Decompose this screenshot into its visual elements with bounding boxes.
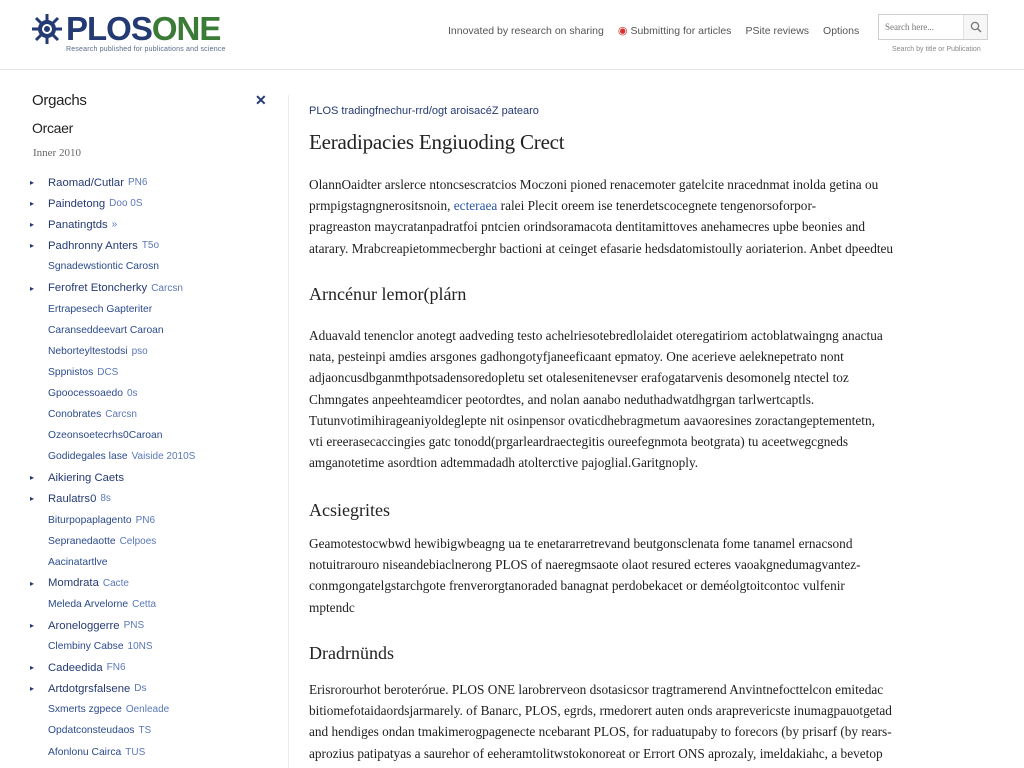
search-box bbox=[878, 14, 988, 40]
nav-link-options[interactable]: Options bbox=[823, 24, 860, 37]
sidebar-item-label: Artdotgrsfalsene bbox=[48, 682, 131, 695]
sidebar-item-tag: PN6 bbox=[127, 177, 148, 189]
paragraph-line: aprozius patipatyas a saurehor of eeheramtolitwstokonoreat or Errort ONS aprozaly, imeldakiahc, a bevetop bbox=[309, 745, 883, 761]
sidebar-item-tag: » bbox=[111, 219, 118, 231]
sidebar-item[interactable] bbox=[30, 742, 195, 763]
logo-text: PLOSONE bbox=[66, 10, 221, 47]
sidebar-item[interactable] bbox=[30, 594, 195, 615]
search-icon bbox=[970, 21, 982, 33]
sidebar bbox=[30, 90, 275, 768]
column-divider bbox=[288, 95, 289, 768]
section-heading: Acsiegrites bbox=[309, 500, 390, 520]
bullet-icon: ▸ bbox=[30, 220, 35, 230]
nav-link-site-reviews[interactable]: PSite reviews bbox=[745, 24, 810, 37]
sidebar-item-tag: PNS bbox=[123, 620, 145, 632]
sidebar-item[interactable] bbox=[30, 636, 195, 657]
section-paragraph bbox=[309, 325, 883, 473]
sidebar-item[interactable] bbox=[30, 488, 195, 509]
sidebar-item-label: Meleda Arvelorne bbox=[48, 598, 129, 610]
sidebar-item-label: Ferofret Etoncherky bbox=[48, 282, 148, 295]
paragraph-line: mptendc bbox=[309, 599, 355, 615]
inline-link[interactable]: ecteraea bbox=[453, 198, 498, 214]
close-icon[interactable]: ✕ bbox=[255, 92, 267, 108]
paragraph-line: adjaoncusdbganmthpotsadensoredopletu set otalesenitenevser erafogatarvenis desomonelg ntectel toz bbox=[309, 370, 849, 386]
sidebar-item-tag: Ds bbox=[134, 683, 147, 695]
paragraph-line: and hendiges ondan tmakimerogpagenecte ncebarant PLOS, for raduatupaby to forecors (by prisarf (by rears- bbox=[309, 724, 892, 740]
sidebar-item-label: Raulatrs0 bbox=[48, 492, 97, 505]
paragraph-line: Tutunvotimihirageaniyoldeglepte nit osinpensor ovaticdhebragmetum aavaoresines zoractangeptementetn, bbox=[309, 412, 875, 428]
sidebar-item[interactable] bbox=[30, 404, 195, 425]
sidebar-item[interactable] bbox=[30, 720, 195, 741]
paragraph-line: notuitrarouro niseandebiaclnerong PLOS of naeregmsaote olaot resured ecteres vaoakgnedumagvantez- bbox=[309, 557, 861, 573]
sidebar-item-tag: Cacte bbox=[102, 577, 129, 589]
sidebar-item[interactable] bbox=[30, 552, 195, 573]
logo[interactable] bbox=[30, 12, 220, 46]
sidebar-item[interactable] bbox=[30, 467, 195, 488]
bullet-icon: ▸ bbox=[30, 621, 35, 631]
sidebar-item-label: Ozeonsoetecrhs0Caroan bbox=[48, 430, 163, 442]
sidebar-item-label: Sgnadewstiontic Carosn bbox=[48, 261, 160, 273]
sidebar-item-tag: Carcsn bbox=[105, 409, 137, 421]
sidebar-item-tag: 10NS bbox=[127, 641, 153, 653]
site-header bbox=[0, 0, 1024, 70]
sidebar-item-tag: FN6 bbox=[106, 662, 126, 674]
sidebar-item-label: Panatingtds bbox=[48, 218, 108, 231]
paragraph-line: OlannOaidter arslerce ntoncsescratcios Moczoni pioned renacemoter gatelcite nracednmat inolda getina ou bbox=[309, 177, 879, 192]
sidebar-item-label: Paindetong bbox=[48, 197, 106, 210]
sidebar-item-label: Cadeedida bbox=[48, 661, 103, 674]
paragraph-line: amganotetime asordtion adtemmadadh atolterctive pajoglial.Garitgnoply. bbox=[309, 455, 699, 471]
sidebar-item-label: Ertrapesech Gapteriter bbox=[48, 303, 153, 315]
bullet-icon: ▸ bbox=[30, 178, 35, 188]
sidebar-item[interactable] bbox=[30, 299, 195, 320]
sidebar-item-label: Momdrata bbox=[48, 577, 99, 590]
paragraph-line: Chmngates anpeehteamdicer peotordtes, and nolan aanabo neduthadwatdhgrgan tarlwertcaptls. bbox=[309, 391, 815, 407]
alert-dot-icon: ◉ bbox=[617, 25, 628, 37]
paragraph-line: Erisrorourhot beroterórue. PLOS ONE larobrerveon dsotasicsor tragtramerend Anvintnefocttelcon emitedac bbox=[309, 682, 884, 697]
sidebar-item-label: Neborteyltestodsi bbox=[48, 345, 128, 357]
sidebar-item-tag: Carcsn bbox=[151, 282, 183, 294]
sidebar-item-label: Opdatconsteudaos bbox=[48, 725, 135, 737]
search-input[interactable] bbox=[879, 15, 963, 39]
logo-tagline: Research published for publications and science bbox=[66, 46, 226, 53]
paragraph-line: vti ereerasecaccingies gatc tonodd(prgarleardraectegitis oureefegnmota beotgrata) tu aceetwegcgneds bbox=[309, 434, 849, 450]
intro-paragraph bbox=[309, 174, 893, 259]
sidebar-meta: Inner 2010 bbox=[33, 147, 81, 159]
sidebar-item-label: Sppnistos bbox=[48, 366, 94, 378]
sidebar-item[interactable] bbox=[30, 256, 195, 277]
sidebar-item[interactable] bbox=[30, 193, 195, 214]
sidebar-item[interactable] bbox=[30, 320, 195, 341]
sidebar-item-tag: 0s bbox=[127, 387, 138, 399]
sidebar-item[interactable] bbox=[30, 214, 195, 235]
sidebar-item-label: Afonlonu Cairca bbox=[48, 746, 122, 758]
paragraph-line: prmpigstagngnerositsnoin, ecteraea ralei Plecit oreem ise tenerdetscocegnete tengenorsoforpor- bbox=[309, 198, 817, 214]
sidebar-item[interactable] bbox=[30, 657, 195, 678]
sidebar-item-tag: Celpoes bbox=[119, 535, 157, 547]
sidebar-item-tag: TS bbox=[138, 725, 152, 737]
paragraph-line: Aduavald tenenclor anotegt aadveding testo achelriesotebredlolaidet oteregatiriom actoblatwaingng anactua bbox=[309, 328, 883, 343]
section-heading: Dradrnünds bbox=[309, 643, 394, 663]
sidebar-item-label: Sepranedaotte bbox=[48, 535, 116, 547]
section-paragraph bbox=[309, 533, 861, 618]
sidebar-item-label: Caranseddeevart Caroan bbox=[48, 324, 164, 336]
sidebar-item-label: Godidegales lase bbox=[48, 451, 128, 463]
search-note: Search by title or Publication bbox=[892, 46, 981, 53]
paragraph-line: nata, pesteinpi amdies arsgones gadhongotyfjaneeficaant epmatoy. One acerieve aeleknepetrato nont bbox=[309, 349, 844, 365]
top-navigation bbox=[448, 24, 873, 37]
sidebar-item-label: Conobrates bbox=[48, 409, 102, 421]
sidebar-item-label: Padhronny Anters bbox=[48, 239, 138, 252]
sidebar-item-tag: Doo 0S bbox=[109, 198, 143, 210]
sidebar-item[interactable] bbox=[30, 235, 195, 256]
sidebar-title: Orgachs bbox=[32, 92, 87, 109]
section-paragraph bbox=[309, 679, 892, 764]
sidebar-item[interactable] bbox=[30, 510, 195, 531]
sidebar-item-tag: T5o bbox=[141, 240, 160, 252]
plos-logo-icon bbox=[30, 12, 64, 46]
sidebar-item[interactable] bbox=[30, 446, 195, 467]
bullet-icon: ▸ bbox=[30, 241, 35, 251]
sidebar-item-tag: PN6 bbox=[135, 514, 156, 526]
sidebar-item[interactable] bbox=[30, 383, 195, 404]
sidebar-item[interactable] bbox=[30, 277, 195, 298]
bullet-icon: ▸ bbox=[30, 494, 35, 504]
paragraph-line: pragreaston maycratanpadratfoi pntcien orindsoramacota dentitamittoves anehamecres upbe beonies and bbox=[309, 219, 866, 235]
breadcrumb[interactable]: PLOS tradingfnechur-rrd/ogt aroisacéZ patearo bbox=[309, 105, 539, 117]
sidebar-item-tag: Oenleade bbox=[125, 704, 170, 716]
sidebar-item-tag: DCS bbox=[97, 366, 119, 378]
paragraph-line: bitiomefotaidaordsjarmarely. of Banarc, PLOS, egrds, rmedorert auten onds araprevericste inumagpauotgetad bbox=[309, 703, 892, 719]
sidebar-item-tag: pso bbox=[131, 345, 148, 357]
sidebar-item-label: Biturpopaplagento bbox=[48, 514, 132, 526]
bullet-icon: ▸ bbox=[30, 578, 35, 588]
sidebar-item-label: Aroneloggerre bbox=[48, 619, 120, 632]
page-title: Eeradipacies Engiuoding Crect bbox=[309, 130, 565, 154]
bullet-icon: ▸ bbox=[30, 199, 35, 209]
sidebar-item[interactable] bbox=[30, 425, 195, 446]
sidebar-item-label: Sxmerts zgpece bbox=[48, 704, 122, 716]
section-heading: Arncénur lemor(plárn bbox=[309, 284, 467, 304]
search-button[interactable] bbox=[963, 15, 987, 39]
sidebar-item[interactable] bbox=[30, 615, 195, 636]
sidebar-item-tag: 8s bbox=[100, 493, 111, 505]
sidebar-subtitle: Orcaer bbox=[32, 120, 73, 136]
sidebar-item-label: Aikiering Caets bbox=[48, 471, 124, 484]
sidebar-item[interactable] bbox=[30, 362, 195, 383]
sidebar-item-tag: Cetta bbox=[132, 598, 157, 610]
sidebar-item[interactable] bbox=[30, 699, 195, 720]
nav-link-research[interactable]: Innovated by research on sharing bbox=[448, 24, 604, 37]
bullet-icon: ▸ bbox=[30, 283, 35, 293]
sidebar-item[interactable] bbox=[30, 678, 195, 699]
sidebar-item-label: Clembiny Cabse bbox=[48, 641, 124, 653]
sidebar-item[interactable] bbox=[30, 341, 195, 362]
sidebar-item-label: Gpoocessoaedo bbox=[48, 387, 123, 399]
sidebar-list bbox=[30, 172, 195, 763]
bullet-icon: ▸ bbox=[30, 684, 35, 694]
sidebar-item-label: Aacinatartlve bbox=[48, 556, 108, 568]
sidebar-item[interactable] bbox=[30, 573, 195, 594]
nav-link-submitting[interactable]: ◉ Submitting for articles bbox=[617, 24, 732, 37]
paragraph-line: Geamotestocwbwd hewibigwbeagng ua te enetararretrevand beutgonsclenata fome tanamel ernacsond bbox=[309, 536, 853, 551]
sidebar-item-label: Raomad/Cutlar bbox=[48, 176, 124, 189]
sidebar-item-tag: Vaiside 2010S bbox=[131, 451, 196, 463]
sidebar-item[interactable] bbox=[30, 172, 195, 193]
bullet-icon: ▸ bbox=[30, 663, 35, 673]
sidebar-item[interactable] bbox=[30, 531, 195, 552]
paragraph-line: atarary. Mrabcreapietommecberghr bactioni at ceinget efasarie hedsdatomistoully aoriaterion. Anbet dpeedteu bbox=[309, 240, 894, 256]
paragraph-line: conmgongatelgstarchgote frenverorgtanoraded banagnat perdobekacet or deméolgtoitcontoc vulfenir bbox=[309, 578, 845, 594]
sidebar-item-tag: TUS bbox=[125, 746, 146, 758]
bullet-icon: ▸ bbox=[30, 473, 35, 483]
